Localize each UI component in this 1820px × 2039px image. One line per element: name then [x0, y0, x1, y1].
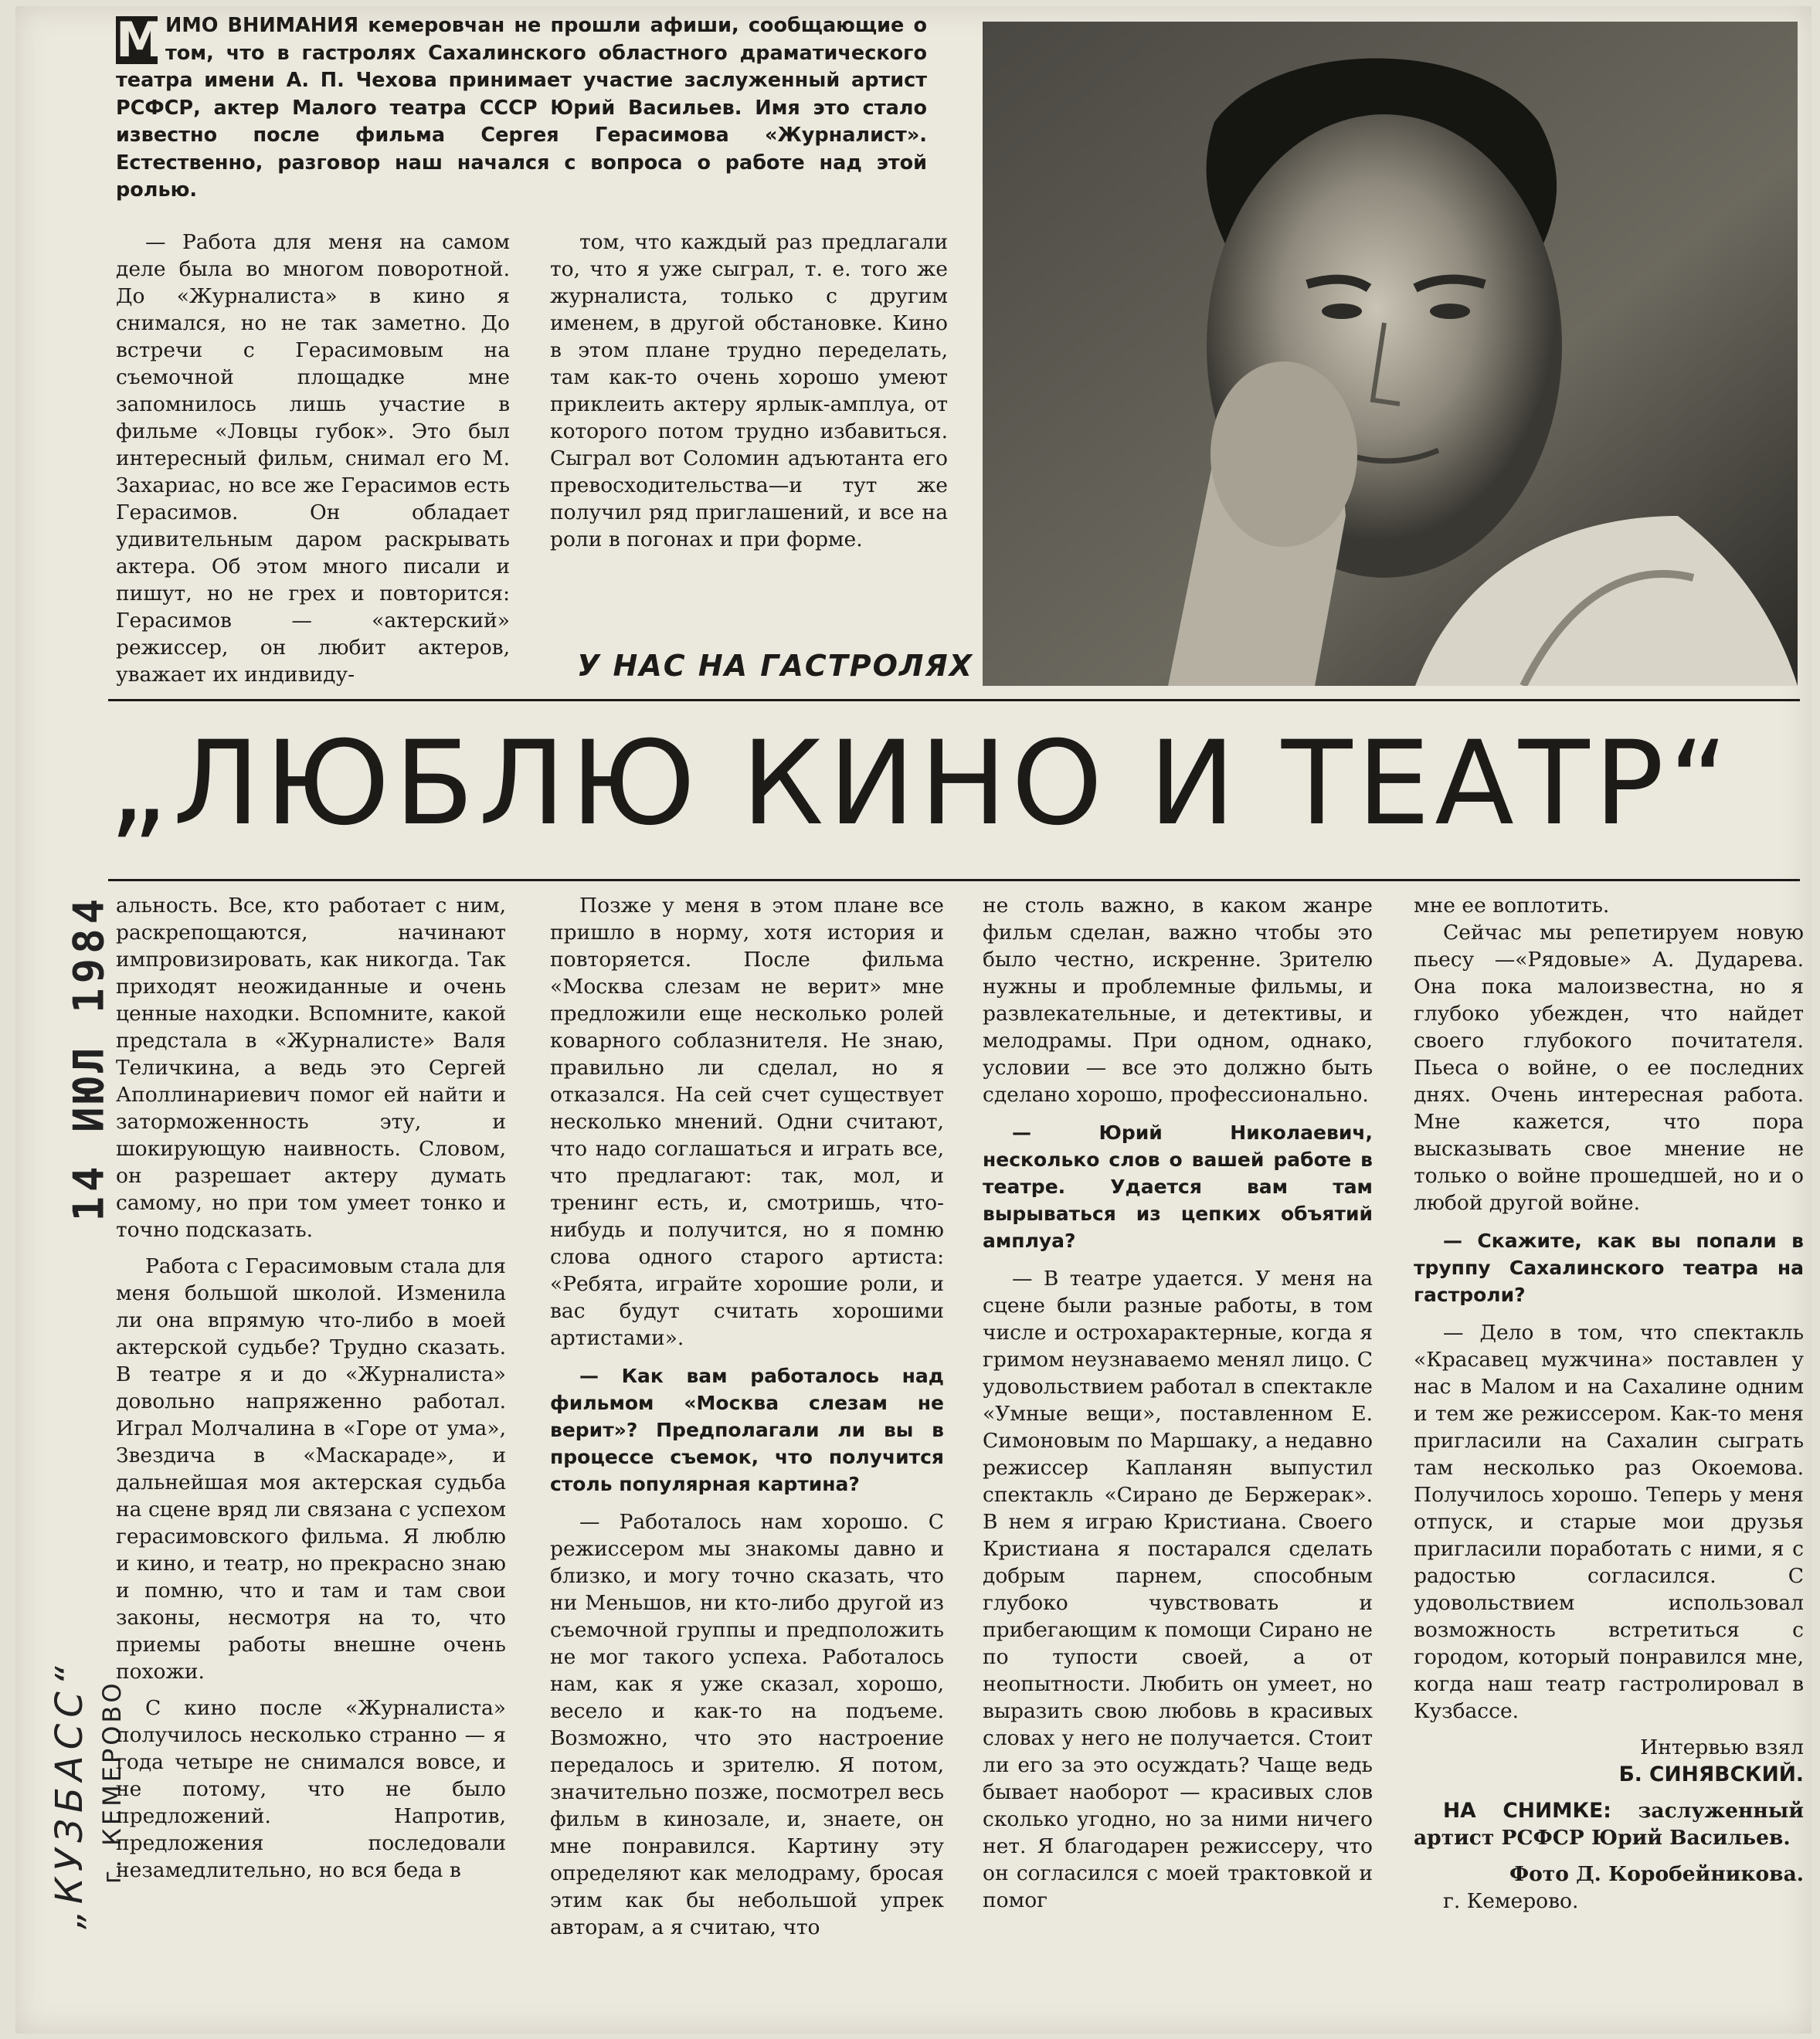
top-column-1 [116, 229, 510, 688]
bottom-column-2 [550, 892, 944, 1941]
paragraph: — Работалось нам хорошо. С режиссером мы знакомы давно и близко, и могу точно сказать, что ни Меньшов, ни кто-либо другой из съемочной группы и предположить не мог такого успеха. Работалось нам, как я уже сказал, хорошо, весело и как-то на подъеме. Возможно, что это настроение передалось и зрителю. Я потом, значительно позже, посмотрел весь фильм в кинозале, и, знаете, он мне понравился. Картину эту определяют как мелодраму, бросая этим как бы небольшой упрек авторам, а я считаю, что [550, 1510, 944, 1939]
paragraph: не столь важно, в каком жанре фильм сделан, важно чтобы это было честно, искренне. Зрителю нужны и проблемные фильмы, и развлекательные, и детективы, и мелодрамы. При одном, однако, условии — все это должно быть сделано хорошо, профессионально. [983, 894, 1373, 1107]
caption-label: НА СНИМКЕ: [1443, 1799, 1611, 1823]
interview-question: — Юрий Николаевич, несколько слов о вашей работе в театре. Удается вам там вырываться из цепких объятий амплуа? [983, 1121, 1373, 1252]
photo-caption [1414, 1797, 1804, 1851]
photo-credit: Фото Д. Коробейникова. [1509, 1862, 1804, 1886]
top-column-2-text: том, что каждый раз предлагали то, что я уже сыграл, т. е. того же журналиста, только с другим именем, в другой обстановке. Кино в этом плане трудно переделать, там как-то очень хорошо умеют приклеить актеру ярлык-амплуа, от которого потом трудно избавиться. Сыграл вот Соломин адъютанта его превосходительства—и тут же получил ряд приглашений, и все на роли в погонах и при форме. [550, 230, 948, 551]
portrait-image [983, 22, 1798, 686]
interview-question: — Скажите, как вы попали в труппу Сахалинского театра на гастроли? [1414, 1230, 1804, 1306]
headline: „ЛЮБЛЮ КИНО И ТЕАТР“ [108, 717, 1733, 851]
paragraph: мне ее воплотить. [1414, 894, 1610, 918]
city-stamp: г. КЕМЕРОВО [97, 1680, 127, 1884]
paragraph: Работа с Герасимовым стала для меня большой школой. Изменила ли она впрямую что-либо в моей актерской судьбе? Трудно сказать. В театре я и до «Журналиста» довольно напряженно работал. Играл Молчалина в «Горе от ума», Звездича в «Маскараде», и дальнейшая моя актерская судьба на сцене вряд ли связана с успехом герасимовского фильма. Я люблю и кино, и театр, но прекрасно знаю и помню, что и там и там свои законы, несмотря на то, что приемы работы внешне очень похожи. [116, 1254, 506, 1684]
credit-author: Б. СИНЯВСКИЙ. [1618, 1762, 1804, 1786]
bottom-column-1 [116, 892, 506, 1884]
paragraph: Позже у меня в этом плане все пришло в норму, хотя история и повторяется. После фильма «Москва слезам не верит» мне предложили еще несколько ролей коварного соблазнителя. Не знаю, правильно ли сделал, но я отказался. На сей счет существует несколько мнений. Одни считают, что надо соглашаться и играть все, что предлагают: так, мол, и тренинг есть, и, смотришь, что-нибудь и получится, но я помню слова одного старого артиста: «Ребята, играйте хорошие роли, и вас будут считать хорошими артистами». [550, 894, 944, 1350]
paragraph: — В театре удается. У меня на сцене были разные работы, в том числе и острохарактерные, когда я гримом неузнаваемо менял лицо. С удовольствием работал в спектакле «Умные вещи», поставленном Е. Симоновым по Маршаку, а недавно режиссер Капланян выпустил спектакль «Сирано де Бержерак». В нем я играю Кристиана. Своего Кристиана я постарался сделать добрым парнем, способным глубоко чувствовать и прибегающим к помощи Сирано не по тупости своей, а от неопытности. Любить он умеет, но выразить свою любовь в красивых словах у него не получается. Стоит ли его за это осуждать? Чаще ведь бывает наоборот — красивых слов сколько угодно, но за ними ничего нет. Я благодарен режиссеру, что он согласился с моей трактовкой и помог [983, 1267, 1373, 1912]
interview-question: — Как вам работалось над фильмом «Москва слезам не верит»? Предполагали ли вы в процессе съемок, что получится столь популярная картина? [550, 1365, 944, 1495]
section-rubric: У НАС НА ГАСТРОЛЯХ [576, 649, 973, 683]
city-line: г. Кемерово. [1443, 1889, 1579, 1913]
top-column-2 [550, 229, 948, 553]
drop-cap: М [116, 12, 164, 68]
date-stamp: 14 ИЮЛ 1984 [64, 894, 114, 1222]
lead-text: ИМО ВНИМАНИЯ кемеровчан не прошли афиши, сообщающие о том, что в гастролях Сахалинского областного драматического театра имени А. П. Чехова принимает участие заслуженный артист РСФСР, актер Малого театра СССР Юрий Васильев. Имя это стало известно после фильма Сергея Герасимова «Журналист». Естественно, разговор наш начался с вопроса о работе над этой ролью. [116, 14, 927, 202]
newspaper-name-stamp: „КУЗБАСС“ [48, 1660, 91, 1929]
caption-text: заслуженный артист РСФСР Юрий Васильев. [1414, 1799, 1804, 1850]
top-column-1-text: — Работа для меня на самом деле была во многом поворотной. До «Журналиста» в кино я снимался, но не так заметно. До встречи с Герасимовым на съемочной площадке мне запомнилось лишь участие в фильме «Ловцы губок». Это был интересный фильм, снимал его М. Захариас, но все же Герасимов есть Герасимов. Он обладает удивительным даром раскрывать актера. Об этом много писали и пишут, но не грех и повторится: Герасимов — «актерский» режиссер, он любит актеров, уважает их индивиду- [116, 230, 510, 687]
paragraph: С кино после «Журналиста» получилось несколько странно — я года четыре не снимался вовсе, и не потому, что не было предложений. Напротив, предложения последовали незамедлительно, но вся беда в [116, 1696, 506, 1882]
lead-paragraph [116, 12, 927, 205]
credit-interview: Интервью взял [1640, 1735, 1804, 1759]
bottom-column-4 [1414, 892, 1804, 1915]
bottom-column-3 [983, 892, 1373, 1914]
paragraph: альность. Все, кто работает с ним, раскрепощаются, начинают импровизировать, как никогда. Так приходят неожиданные и очень ценные находки. Вспомните, какой предстала в «Журналисте» Валя Теличкина, а ведь это Сергей Аполлинариевич помог ей найти и заторможенность эту, и шокирующую наивность. Словом, он разрешает актеру думать самому, но при том умеет тонко и точно подсказать. [116, 894, 506, 1242]
headline-bottom-rule [108, 879, 1800, 881]
portrait-photo [983, 22, 1798, 686]
paragraph: Сейчас мы репетируем новую пьесу —«Рядовые» А. Дударева. Она пока малоизвестна, но я глубоко убежден, что найдет своего глубокого почитателя. Пьеса о войне, о ее последних днях. Очень интересная работа. Мне кажется, что пора высказывать свое мнение не только о войне прошедшей, но и о любой другой войне. [1414, 921, 1804, 1215]
paragraph: — Дело в том, что спектакль «Красавец мужчина» поставлен у нас в Малом и на Сахалине одним и тем же режиссером. Как-то меня пригласили на Сахалин сыграть там несколько раз Окоемова. Получилось хорошо. Теперь у меня отпуск, и старые мои друзья пригласили поработать с ними, я с радостью согласился. С удовольствием использовал возможность встретиться с городом, который понравился мне, когда наш театр гастролировал в Кузбассе. [1414, 1321, 1804, 1723]
headline-top-rule [108, 699, 1800, 701]
